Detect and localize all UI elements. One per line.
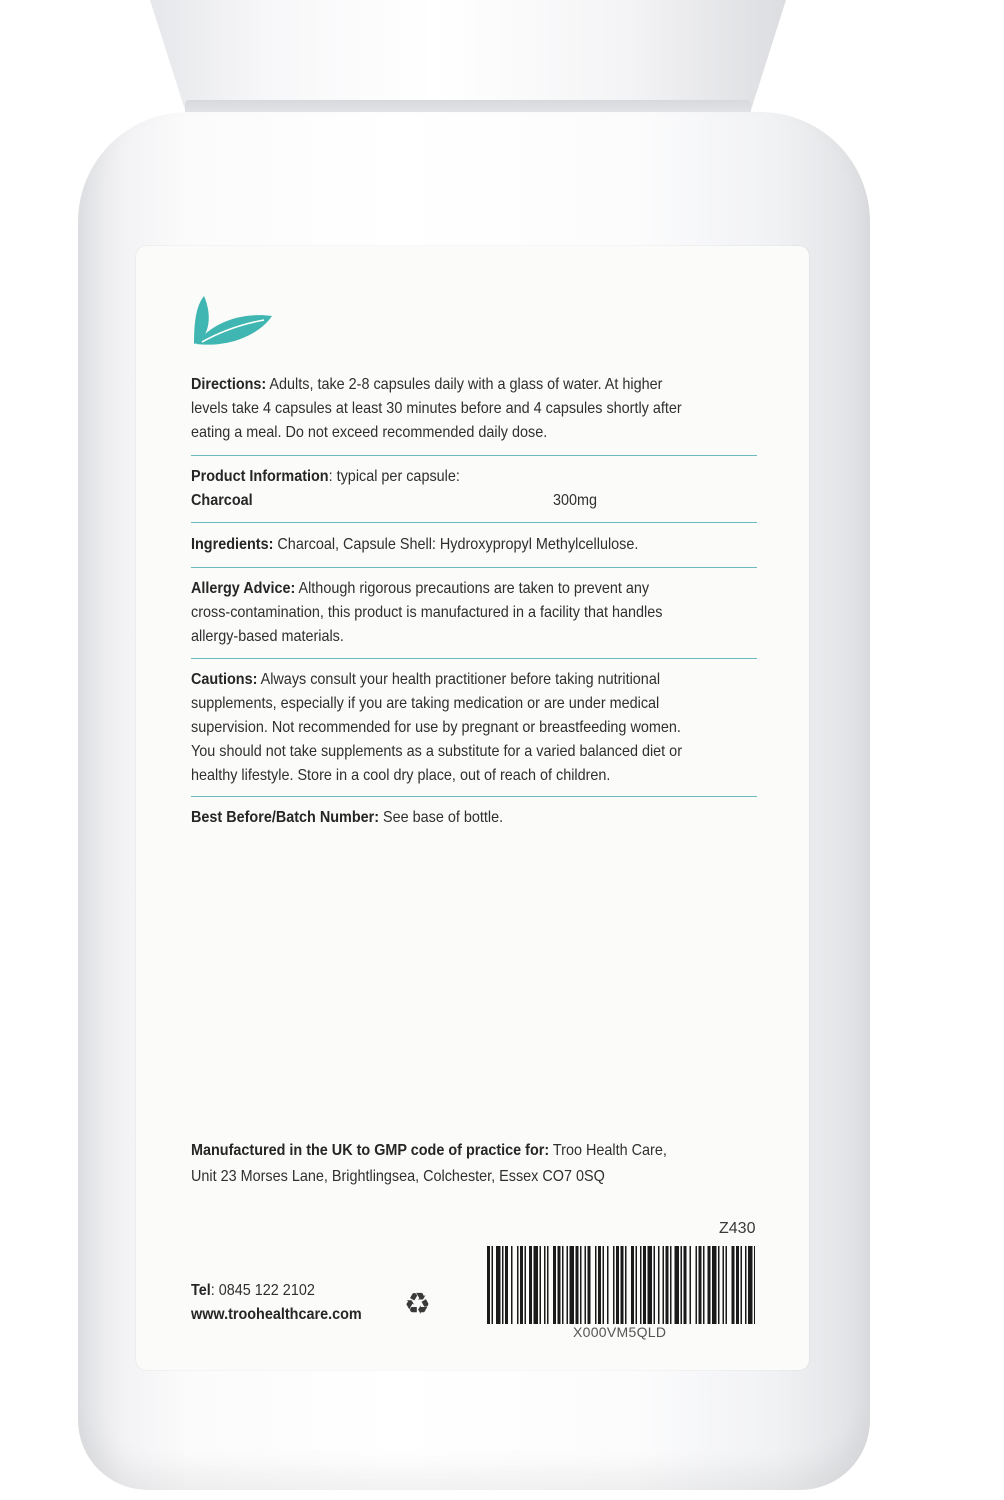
barcode-bar (726, 1246, 728, 1324)
cautions-line: supervision. Not recommended for use by pregnant or breastfeeding women. (191, 719, 681, 736)
manufacturer-key: Manufactured in the UK to GMP code of practice for: (191, 1142, 550, 1159)
manufacturer-name: Troo Health Care, (549, 1142, 667, 1159)
barcode-bar (708, 1246, 711, 1324)
product-item: Charcoal (191, 492, 253, 509)
directions-key: Directions: (191, 376, 267, 393)
directions-line: Adults, take 2-8 capsules daily with a glass of water. At higher (266, 376, 663, 393)
ingredients-text: Charcoal, Capsule Shell: Hydroxypropyl Methylcellulose. (273, 536, 639, 553)
directions-line: levels take 4 capsules at least 30 minutes before and 4 capsules shortly after (191, 400, 682, 417)
barcode-bar (703, 1246, 705, 1324)
manufacturer-section (191, 1138, 700, 1190)
product-info-rest: : typical per capsule: (328, 468, 460, 485)
product-amount: 300mg (553, 492, 598, 509)
barcode-text: X000VM5QLD (573, 1324, 667, 1340)
tel-key: Tel (191, 1282, 211, 1299)
best-before-text: See base of bottle. (379, 809, 504, 826)
directions-section (191, 373, 700, 445)
product-info-key: Product Information (191, 468, 329, 485)
divider (191, 658, 757, 659)
barcode-bar (745, 1246, 747, 1324)
recycle-icon: ♻ (404, 1288, 431, 1321)
cautions-line: You should not take supplements as a substitute for a varied balanced diet or (191, 743, 682, 760)
contact-section (191, 1279, 700, 1327)
leaf-icon (190, 292, 274, 346)
manufacturer-address: Unit 23 Morses Lane, Brightlingsea, Colchester, Essex CO7 0SQ (191, 1168, 605, 1185)
barcode-bar (754, 1246, 755, 1324)
allergy-key: Allergy Advice: (191, 580, 296, 597)
cautions-line: Always consult your health practitioner before taking nutritional (257, 671, 661, 688)
ingredients-section (191, 533, 700, 557)
divider (191, 455, 757, 456)
barcode-bar (712, 1246, 717, 1324)
barcode-bar (736, 1246, 739, 1324)
barcode-bar (718, 1246, 720, 1324)
tel-number: : 0845 122 2102 (210, 1282, 315, 1299)
divider (191, 522, 757, 523)
product-info-section (191, 465, 700, 513)
barcode-bar (723, 1246, 725, 1324)
allergy-line: cross-contamination, this product is manufactured in a facility that handles (191, 604, 663, 621)
allergy-section (191, 577, 700, 649)
directions-line: eating a meal. Do not exceed recommended daily dose. (191, 424, 548, 441)
allergy-line: Although rigorous precautions are taken to prevent any (295, 580, 650, 597)
cautions-section (191, 668, 700, 788)
divider (191, 796, 757, 797)
best-before-section (191, 806, 700, 830)
website: www.troohealthcare.com (191, 1306, 362, 1323)
product-code: Z430 (719, 1220, 756, 1237)
cautions-line: supplements, especially if you are taking medication or are under medical (191, 695, 660, 712)
divider (191, 567, 757, 568)
allergy-line: allergy-based materials. (191, 628, 344, 645)
barcode-bar (741, 1246, 743, 1324)
barcode-bar (732, 1246, 735, 1324)
barcode-bar (748, 1246, 753, 1324)
cautions-key: Cautions: (191, 671, 258, 688)
best-before-key: Best Before/Batch Number: (191, 809, 380, 826)
cautions-line: healthy lifestyle. Store in a cool dry place, out of reach of children. (191, 767, 611, 784)
ingredients-key: Ingredients: (191, 536, 274, 553)
